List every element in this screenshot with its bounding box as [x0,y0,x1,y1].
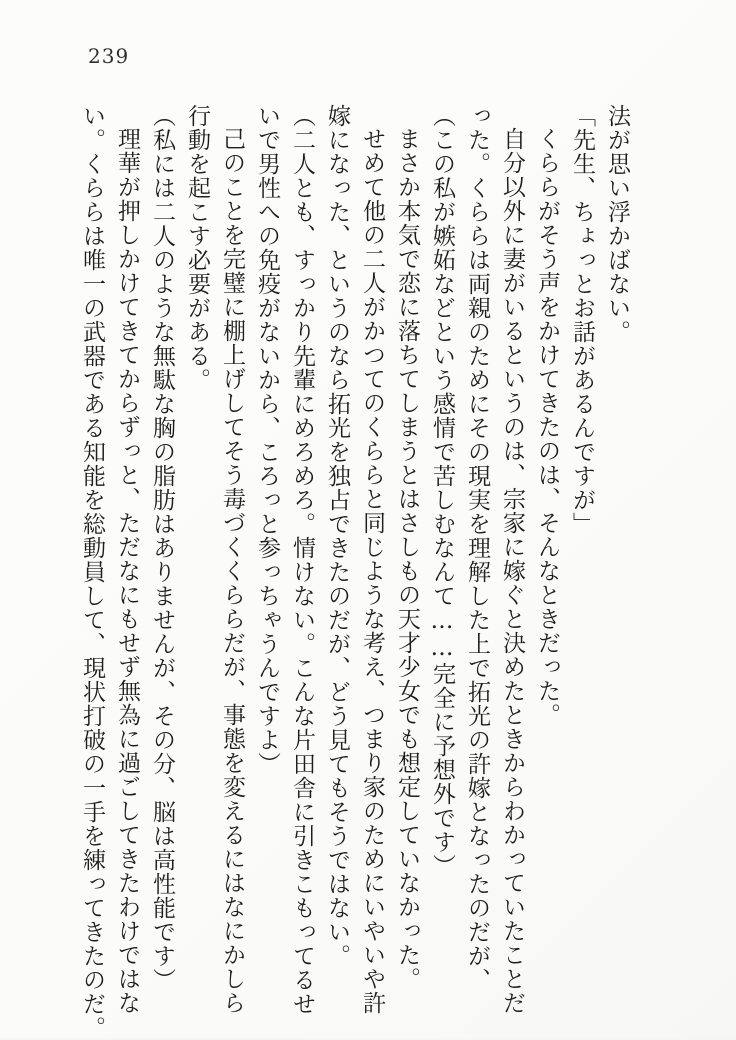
text-line: （この私が嫉妬などという感情で苦しむなんて……完全に予想外です） [429,104,455,878]
text-line: いで男性への免疫がないから、ころっと参っちゃうんですよ） [254,104,280,776]
text-line: 行動を起こす必要がある。 [184,104,210,392]
vertical-text-block [74,104,634,1040]
text-line: （私には二人のような無駄な胸の脂肪はありませんが、その分、脳は高性能です） [149,104,175,992]
text-line: 法が思い浮かばない。 [604,104,630,344]
page-number: 239 [88,44,130,68]
text-line: くららがそう声をかけてきたのは、そんなときだった。 [534,127,560,727]
text-line: 「先生、ちょっとお話があるんですが」 [569,104,595,536]
text-line: せめて他の二人がかつてのくららと同じような考え、つまり家のためにいやいや許 [359,127,385,1015]
text-line: 嫁になった、というのなら拓光を独占できたのだが、どう見てもそうではない。 [324,104,350,968]
text-line: （二人とも、すっかり先輩にめろめろ。情けない。こんな片田舎に引きこもってるせ [289,104,315,1016]
text-line: 自分以外に妻がいるというのは、宗家に嫁ぐと決めたときからわかっていたことだ [499,127,525,1015]
text-line: まさか本気で恋に落ちてしまうとはさしもの天才少女でも想定していなかった。 [394,127,420,991]
text-line: 理華が押しかけてきてからずっと、ただなにもせず無為に過ごしてきたわけではな [114,127,140,1015]
text-line: った。くららは両親のためにその現実を理解した上で拓光の許嫁となったのだが、 [464,104,490,992]
text-line: 己のことを完璧に棚上げしてそう毒づくくららだが、事態を変えるにはなにかしら [219,127,245,1015]
text-line: い。くららは唯一の武器である知能を総動員して、現状打破の一手を練ってきたのだ。 [79,104,105,1040]
